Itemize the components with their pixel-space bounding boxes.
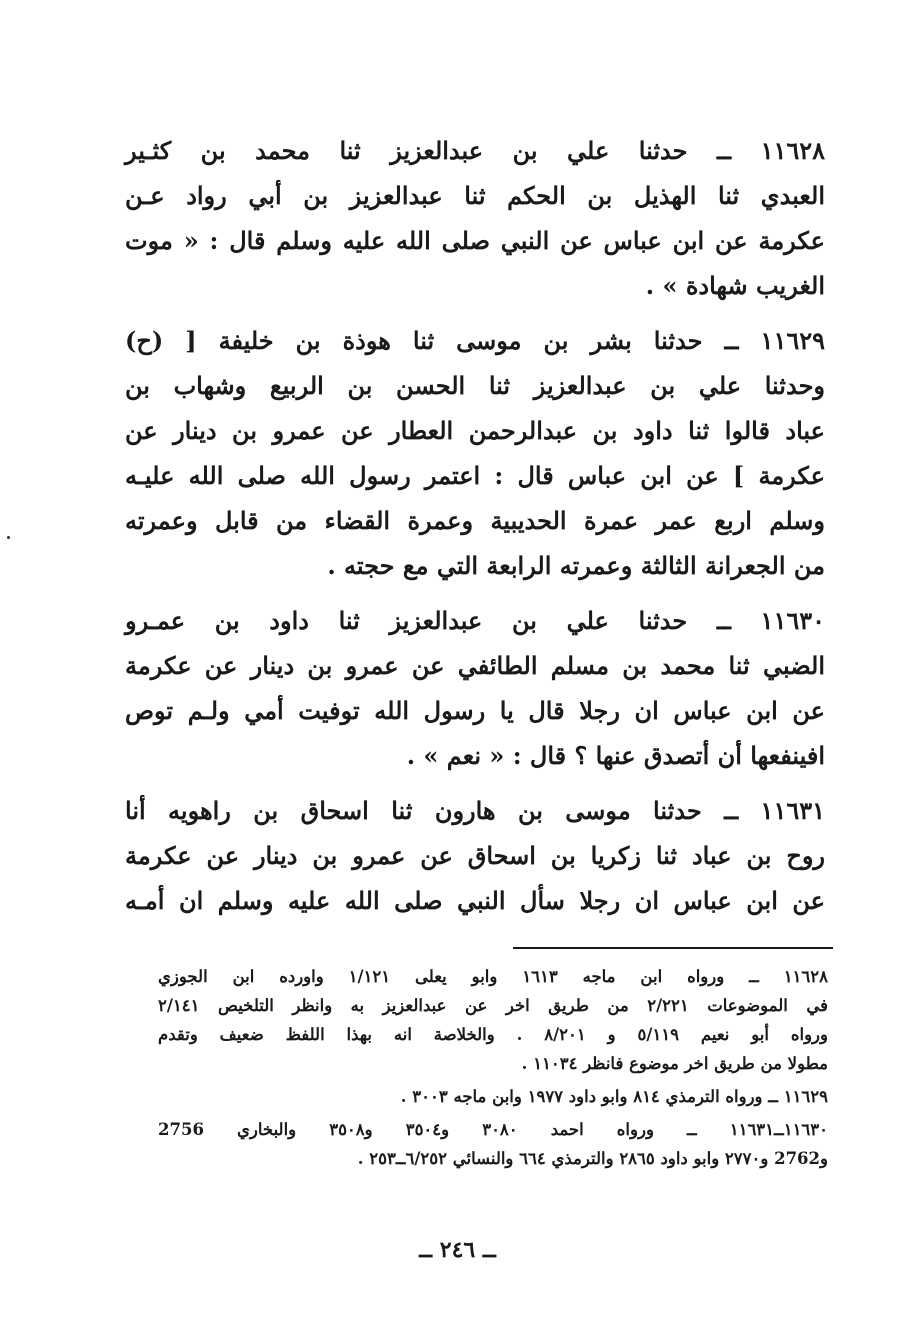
hadith-line: افينفعها أن أتصدق عنها ؟ قال : « نعم » . (406, 741, 825, 770)
hadith-11629 (125, 318, 825, 588)
hadith-line: ١١٦٣٠ ــ حدثنا علي بن عبدالعزيز ثنا داود بن عمـرو (125, 606, 825, 635)
footnote-line: ورواه أبو نعيم ٥/١١٩ و ٨/٢٠١ . والخلاصة انه بهذا اللفظ ضعيف وتقدم (158, 1025, 828, 1044)
footnote-line: في الموضوعات ٢/٢٢١ من طريق اخر عن عبدالعزيز به وانظر التلخيص ٢/١٤١ (158, 996, 828, 1015)
hadith-line: وسلم اربع عمر عمرة الحديبية وعمرة القضاء من قابل وعمرته (125, 506, 825, 535)
hadith-11628 (125, 128, 825, 308)
hadith-line: عن ابن عباس ان رجلا قال يا رسول الله توفيت أمي ولـم توص (125, 696, 825, 725)
hadith-line: الضبي ثنا محمد بن مسلم الطائفي عن عمرو بن دينار عن عكرمة (125, 651, 825, 680)
hadith-line: عكرمة ] عن ابن عباس قال : اعتمر رسول الله صلى الله عليـه (125, 461, 825, 490)
hadith-line: العبدي ثنا الهذيل بن الحكم ثنا عبدالعزيز بن أبي رواد عـن (125, 181, 825, 210)
footnote-11629 (158, 1082, 828, 1111)
hadith-line: وحدثنا علي بن عبدالعزيز ثنا الحسن بن الربيع وشهاب بن (125, 371, 825, 400)
footnotes (158, 962, 828, 1177)
footnote-11628 (158, 962, 828, 1078)
footnote-line: و2762 و٢٧٧٠ وابو داود ٢٨٦٥ والترمذي ٦٦٤ والنسائي ٦/٢٥٢ــ٢٥٣ . (357, 1149, 828, 1168)
hadith-line: من الجعرانة الثالثة وعمرته الرابعة التي مع حجته . (327, 551, 825, 580)
hadith-11630 (125, 598, 825, 778)
main-text-body (125, 128, 825, 933)
footnote-line: ١١٦٢٨ ــ ورواه ابن ماجه ١٦١٣ وابو يعلى ١/١٢١ واورده ابن الجوزي (158, 967, 828, 986)
hadith-line: ١١٦٣١ ــ حدثنا موسى بن هارون ثنا اسحاق بن راهويه أنا (125, 796, 825, 825)
hadith-line: عن ابن عباس ان رجلا سأل النبي صلى الله عليه وسلم ان أمـه (125, 886, 825, 915)
hadith-line: ١١٦٢٨ ــ حدثنا علي بن عبدالعزيز ثنا محمد بن كثـير (125, 136, 826, 165)
hadith-line: روح بن عباد ثنا زكريا بن اسحاق عن عمرو بن دينار عن عكرمة (125, 841, 825, 870)
footnote-line: ١١٦٣٠ــ١١٦٣١ ــ ورواه احمد ٣٠٨٠ و٣٥٠٤ و٣٥٠٨ والبخاري 2756 (158, 1120, 829, 1139)
footnote-11630-11631 (158, 1115, 828, 1173)
hadith-line: عباد قالوا ثنا داود بن عبدالرحمن العطار عن عمرو بن دينار عن (125, 416, 825, 445)
footnote-line: ١١٦٢٩ ــ ورواه الترمذي ٨١٤ وابو داود ١٩٧٧ وابن ماجه ٣٠٠٣ . (400, 1087, 828, 1106)
hadith-line: الغريب شهادة » . (645, 271, 825, 300)
hadith-line: عكرمة عن ابن عباس عن النبي صلى الله عليه وسلم قال : « موت (125, 226, 826, 255)
scan-speck (7, 536, 10, 539)
footnote-line: مطولا من طريق اخر موضوع فانظر ١١٠٣٤ . (521, 1054, 828, 1073)
page-number: ــ ٢٤٦ ــ (419, 1237, 496, 1263)
footnote-divider (513, 947, 833, 949)
hadith-line: ١١٦٢٩ ــ حدثنا بشر بن موسى ثنا هوذة بن خليفة [ (ح) (125, 326, 825, 355)
hadith-11631 (125, 788, 825, 923)
